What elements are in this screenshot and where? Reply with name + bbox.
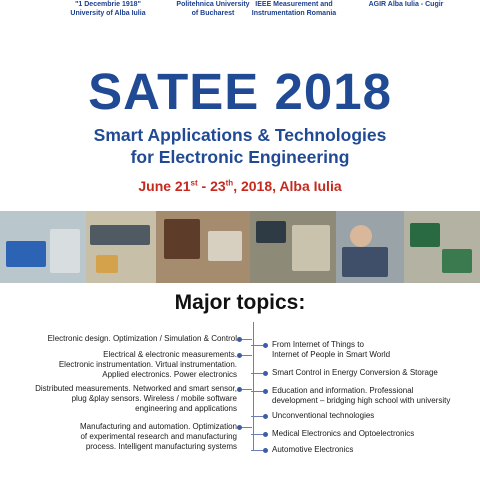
organizer-line: of Bucharest	[191, 10, 235, 17]
date-part: , 2018, Alba Iulia	[233, 178, 342, 194]
topic-line: Automotive Electronics	[272, 445, 354, 454]
bullet-dot	[237, 353, 242, 358]
topic-line: Electrical & electronic measurements.	[103, 350, 237, 359]
topics-section	[0, 318, 480, 480]
organizer-ieee	[236, 0, 352, 18]
topic-line: From Internet of Things to	[272, 340, 364, 349]
topic-line: Electronic design. Optimization / Simulation & Control	[47, 334, 237, 343]
conference-dates	[0, 178, 480, 194]
left-topic-1	[48, 334, 237, 344]
left-topic-3	[35, 384, 237, 414]
topic-line: Medical Electronics and Optoelectronics	[272, 429, 415, 438]
conference-title: SATEE 2018	[88, 63, 392, 120]
topic-line: Distributed measurements. Networked and smart sensor,	[35, 384, 237, 393]
bullet-dot	[263, 414, 268, 419]
topics-heading: Major topics:	[174, 291, 306, 314]
bullet-dot	[263, 432, 268, 437]
date-part: June 21	[138, 178, 191, 194]
lab-photo-2	[86, 211, 156, 283]
right-topic-2	[272, 368, 438, 378]
organizer-line: University of Alba Iulia	[70, 10, 146, 17]
topic-line: Electronic instrumentation. Virtual instrumentation.	[58, 360, 237, 369]
organizer-line: "1 Decembrie 1918"	[75, 1, 141, 8]
subtitle-line-2: for Electronic Engineering	[130, 147, 350, 167]
organizer-line: AGIR Alba Iulia - Cugir	[368, 1, 444, 8]
bullet-dot	[263, 448, 268, 453]
bullet-dot	[237, 425, 242, 430]
topic-line: plug &play sensors. Wireless / mobile software	[71, 394, 237, 403]
date-part: - 23	[197, 178, 226, 194]
topic-line: Smart Control in Energy Conversion & Storage	[272, 368, 438, 377]
organizers-row	[0, 0, 480, 24]
topic-line: Applied electronics. Power electronics	[102, 370, 237, 379]
topic-line: Internet of People in Smart World	[272, 350, 391, 359]
bullet-dot	[263, 343, 268, 348]
lab-photo-5	[336, 211, 404, 283]
topic-line: development – bridging high school with university	[272, 396, 451, 405]
organizer-agir	[354, 0, 458, 9]
left-topic-2	[59, 350, 237, 380]
conference-subtitle	[0, 124, 480, 168]
topic-line: Manufacturing and automation. Optimization	[80, 422, 237, 431]
lab-photo-6	[404, 211, 480, 283]
right-topic-4	[272, 411, 374, 421]
topic-line: Education and information. Professional	[272, 386, 414, 395]
right-topic-3	[272, 386, 450, 406]
bullet-dot	[263, 371, 268, 376]
subtitle-line-1: Smart Applications & Technologies	[93, 125, 387, 145]
organizer-line: IEEE Measurement and	[255, 1, 333, 8]
lab-photo-3	[156, 211, 250, 283]
organizer-uab	[58, 0, 158, 18]
right-topic-1	[272, 340, 390, 360]
lab-photo-strip	[0, 211, 480, 283]
topic-line: Unconventional technologies	[272, 411, 375, 420]
date-sup: th	[225, 178, 234, 188]
bullet-dot	[263, 389, 268, 394]
lab-photo-1	[0, 211, 86, 283]
bullet-dot	[237, 387, 242, 392]
date-sup: st	[190, 178, 198, 188]
topic-line: process. Intelligent manufacturing systems	[85, 442, 237, 451]
organizer-line: Politehnica University	[176, 1, 250, 8]
lab-photo-4	[250, 211, 336, 283]
topic-line: of experimental research and manufacturing	[80, 432, 237, 441]
topics-divider	[253, 322, 254, 450]
bullet-dot	[237, 337, 242, 342]
right-topic-6	[272, 445, 353, 455]
organizer-line: Instrumentation Romania	[251, 10, 337, 17]
left-topic-4	[80, 422, 237, 452]
topic-line: engineering and applications	[135, 404, 237, 413]
right-topic-5	[272, 429, 414, 439]
